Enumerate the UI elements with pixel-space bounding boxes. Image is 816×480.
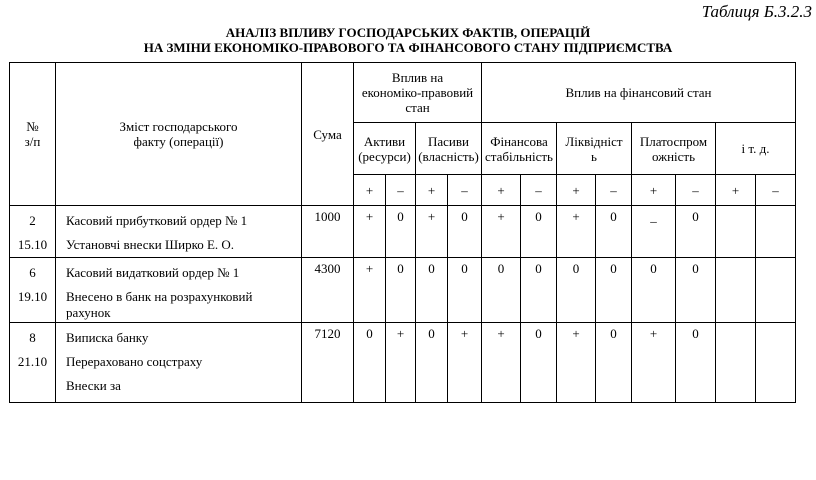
- sign-cell: +: [354, 175, 386, 206]
- value-cell: 0: [676, 206, 716, 258]
- sign-cell: –: [448, 175, 482, 206]
- value-cell: 0: [596, 258, 632, 323]
- table-row: [10, 323, 796, 403]
- sign-cell: +: [557, 175, 596, 206]
- row-content: Касовий видатковий ордер № 1 Внесено в банк на розрахунковий рахунок: [56, 258, 302, 323]
- value-cell: 0: [557, 258, 596, 323]
- row-sum: 7120: [302, 323, 354, 403]
- table-caption: Таблиця Б.3.2.3: [701, 2, 812, 21]
- value-cell: 0: [596, 206, 632, 258]
- value-cell: +: [482, 323, 521, 403]
- value-cell: 0: [354, 323, 386, 403]
- table-row: [10, 258, 796, 323]
- row-content: Виписка банку Перераховано соцстраху Внески за: [56, 323, 302, 403]
- value-cell: 0: [521, 206, 557, 258]
- value-cell: [756, 323, 796, 403]
- value-cell: 0: [448, 206, 482, 258]
- row-content: Касовий прибутковий ордер № 1 Установчі внески Ширко Е. О.: [56, 206, 302, 258]
- row-sum: 4300: [302, 258, 354, 323]
- value-cell: 0: [632, 258, 676, 323]
- value-cell: +: [557, 206, 596, 258]
- value-cell: 0: [448, 258, 482, 323]
- value-cell: +: [386, 323, 416, 403]
- value-cell: _: [632, 206, 676, 258]
- table-row: [10, 206, 796, 258]
- row-number: 6 19.10: [10, 258, 56, 323]
- value-cell: [716, 206, 756, 258]
- value-cell: 0: [482, 258, 521, 323]
- value-cell: +: [557, 323, 596, 403]
- table-title-line-2: НА ЗМІНИ ЕКОНОМІКО-ПРАВОВОГО ТА ФІНАНСОВОГО СТАНУ ПІДПРИЄМСТВА: [143, 40, 673, 55]
- row-sum: 1000: [302, 206, 354, 258]
- sign-cell: –: [756, 175, 796, 206]
- value-cell: 0: [416, 323, 448, 403]
- value-cell: 0: [386, 258, 416, 323]
- sign-cell: –: [676, 175, 716, 206]
- header-liquidity: Ліквідніст ь: [557, 123, 632, 175]
- header-etc: і т. д.: [716, 123, 796, 175]
- value-cell: 0: [676, 258, 716, 323]
- value-cell: +: [448, 323, 482, 403]
- value-cell: 0: [416, 258, 448, 323]
- value-cell: +: [354, 258, 386, 323]
- header-solvency: Платоспром ожність: [632, 123, 716, 175]
- value-cell: 0: [596, 323, 632, 403]
- sign-cell: –: [596, 175, 632, 206]
- analysis-table: [9, 62, 796, 403]
- value-cell: +: [482, 206, 521, 258]
- header-assets: Активи (ресурси): [354, 123, 416, 175]
- header-fin-stability: Фінансова стабільність: [482, 123, 557, 175]
- sign-cell: +: [482, 175, 521, 206]
- value-cell: +: [632, 323, 676, 403]
- header-econ-group: Вплив на економіко-правовий стан: [354, 63, 482, 123]
- sign-cell: +: [632, 175, 676, 206]
- table-title-line-1: АНАЛІЗ ВПЛИВУ ГОСПОДАРСЬКИХ ФАКТІВ, ОПЕРАЦІЙ: [225, 25, 591, 40]
- row-number: 8 21.10: [10, 323, 56, 403]
- header-content: Зміст господарського факту (операції): [56, 63, 302, 206]
- value-cell: 0: [386, 206, 416, 258]
- header-number: № з/п: [10, 63, 56, 206]
- header-sum: Сума: [302, 63, 354, 206]
- header-liabilities: Пасиви (власність): [416, 123, 482, 175]
- value-cell: 0: [521, 258, 557, 323]
- sign-cell: +: [416, 175, 448, 206]
- sign-cell: –: [386, 175, 416, 206]
- row-number: 2 15.10: [10, 206, 56, 258]
- value-cell: +: [354, 206, 386, 258]
- value-cell: [756, 258, 796, 323]
- value-cell: 0: [521, 323, 557, 403]
- value-cell: +: [416, 206, 448, 258]
- value-cell: [756, 206, 796, 258]
- value-cell: [716, 258, 756, 323]
- header-fin-group: Вплив на фінансовий стан: [482, 63, 796, 123]
- value-cell: [716, 323, 756, 403]
- sign-cell: –: [521, 175, 557, 206]
- sign-cell: +: [716, 175, 756, 206]
- value-cell: 0: [676, 323, 716, 403]
